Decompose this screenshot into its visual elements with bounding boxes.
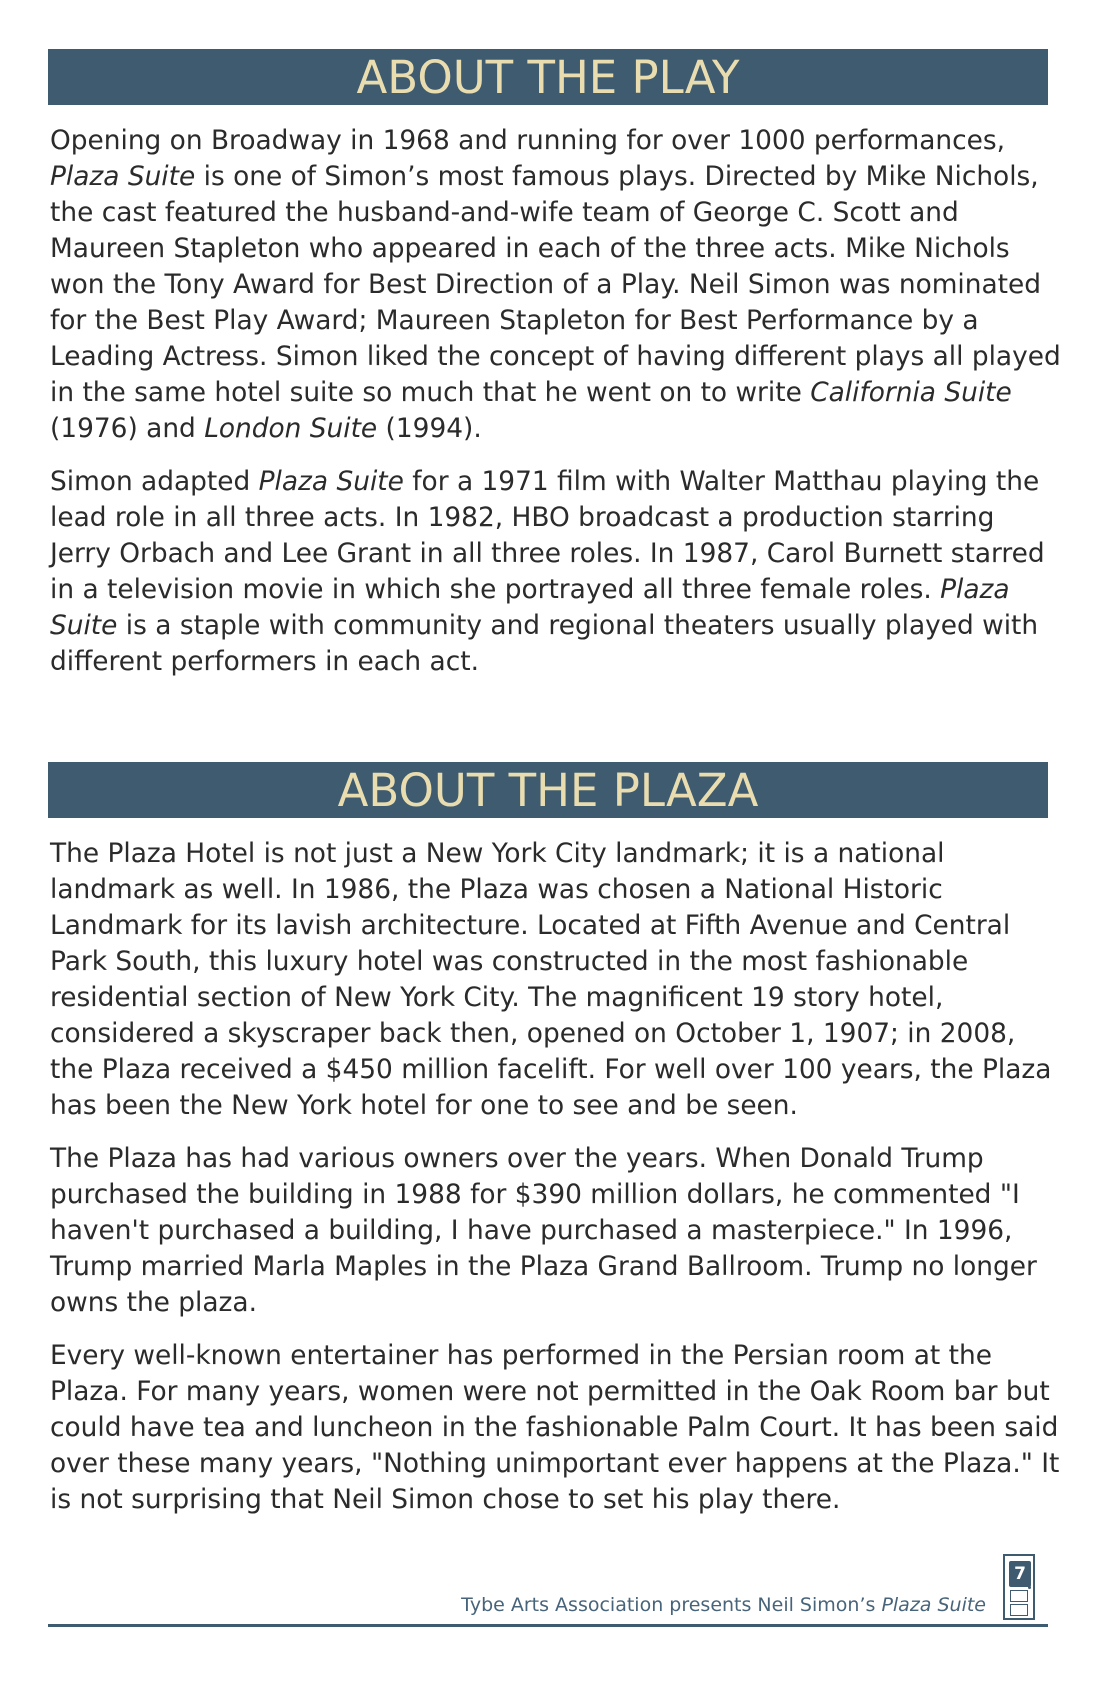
- footer-credit-text: Tybe Arts Association presents Neil Simon’s: [461, 1594, 882, 1616]
- title-london-suite: London Suite: [204, 413, 378, 444]
- play-paragraph-1: [50, 123, 1062, 447]
- text-run: (1976) and: [50, 413, 205, 444]
- door-panel: [1010, 1604, 1028, 1616]
- door-knob-icon: [1028, 1586, 1031, 1589]
- text-run: Opening on Broadway in 1968 and running for over 1000 performances,: [50, 125, 1006, 156]
- text-run: (1994).: [377, 413, 482, 444]
- about-the-play-heading: ABOUT THE PLAY: [48, 49, 1048, 105]
- plaza-paragraph-3: Every well-known entertainer has performed in the Persian room at the Plaza. For many years, women were not permitted in the Oak Room bar but could have tea and luncheon in the fashionable Palm Court. It has been said over these many years, "Nothing unimportant ever happens at the Plaza." It is not surprising that Neil Simon chose to set his play there.: [50, 1340, 1060, 1515]
- text-run: is a staple with community and regional theaters usually played with different performers in each act.: [50, 610, 1039, 677]
- play-paragraph-2: [50, 464, 1062, 680]
- footer-play-title: Plaza Suite: [881, 1594, 986, 1616]
- title-plaza-suite: Plaza Suite: [258, 466, 404, 497]
- footer-divider: [48, 1624, 1048, 1627]
- text-run: Simon adapted: [50, 466, 259, 497]
- door-icon: [1003, 1554, 1035, 1620]
- plaza-paragraph-2: The Plaza has had various owners over the years. When Donald Trump purchased the building in 1988 for $390 million dollars, he commented "I haven't purchased a building, I have purchased a masterpiece." In 1996, Trump married Marla Maples in the Plaza Grand Ballroom. Trump no longer owns the plaza.: [50, 1143, 1037, 1318]
- text-run: is one of Simon’s most famous plays. Directed by Mike Nichols, the cast featured the husband-and-wife team of George C. Scott and Maureen Stapleton who appeared in each of the three acts. Mike Nichols won the Tony Award for Best Direction of a Play. Neil Simon was nominated for the Best Play Award; Maureen Stapleton for Best Performance by a Leading Actress. Simon liked the concept of having different plays all played in the same hotel suite so much that he went on to write: [50, 161, 1061, 408]
- about-the-play-body: [50, 123, 1062, 680]
- about-the-plaza-heading: ABOUT THE PLAZA: [48, 762, 1048, 818]
- title-plaza-suite: Plaza Suite: [50, 161, 196, 192]
- about-the-plaza-body: [50, 836, 1062, 1518]
- plaza-paragraph-1: The Plaza Hotel is not just a New York City landmark; it is a national landmark as well. In 1986, the Plaza was chosen a National Historic Landmark for its lavish architecture. Located at Fifth Avenue and Central Park South, this luxury hotel was constructed in the most fashionable residential section of New York City. The magnificent 19 story hotel, considered a skyscraper back then, opened on October 1, 1907; in 2008, the Plaza received a $450 million facelift. For well over 100 years, the Plaza has been the New York hotel for one to see and be seen.: [50, 838, 1052, 1121]
- footer-credit: [461, 1592, 986, 1618]
- title-california-suite: California Suite: [810, 377, 1012, 408]
- page-number: 7: [1009, 1561, 1031, 1587]
- text-run: for a 1971 film with Walter Matthau playing the lead role in all three acts. In 1982, HBO broadcast a production starring Jerry Orbach and Lee Grant in all three roles. In 1987, Carol Burnett starred in a television movie in which she portrayed all three female roles.: [50, 466, 1045, 605]
- title-plaza-suite: Plaza Suite: [50, 574, 1010, 641]
- door-panel: [1010, 1590, 1028, 1602]
